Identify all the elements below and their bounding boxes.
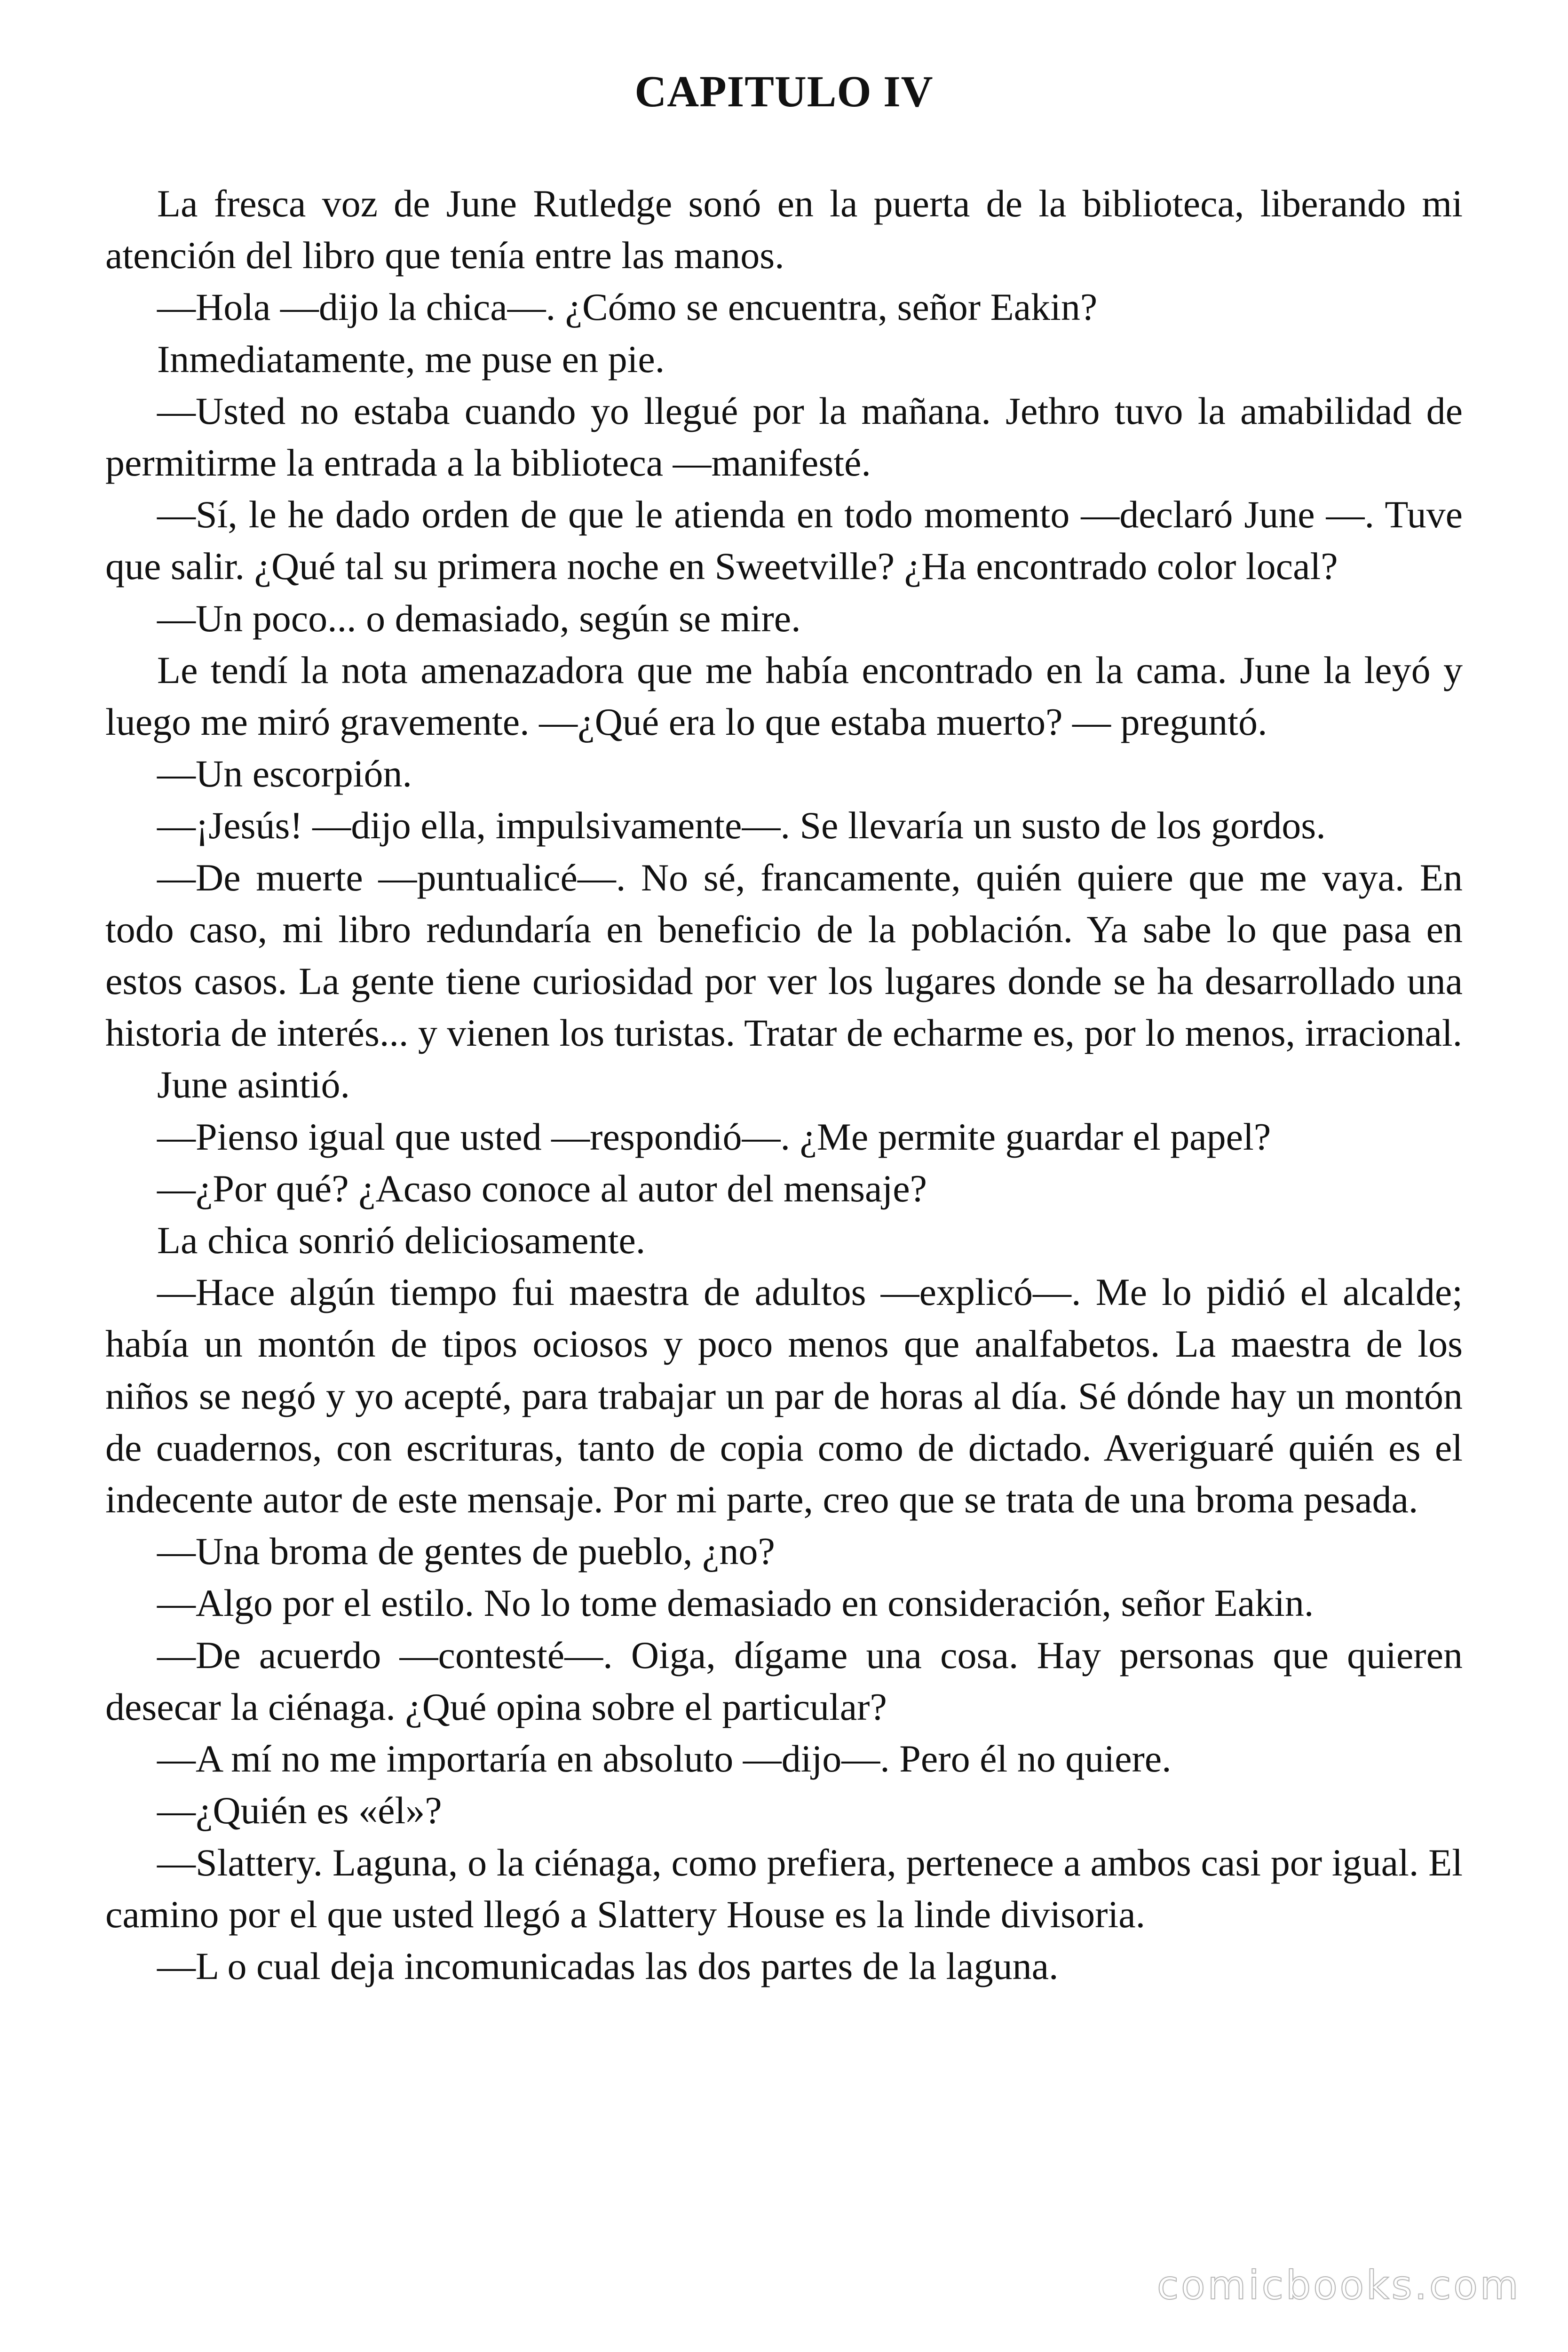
- paragraph: —Usted no estaba cuando yo llegué por la mañana. Jethro tuvo la amabilidad de permitirme la entrada a la biblioteca —manifesté.: [105, 389, 1463, 485]
- paragraph: —Sí, le he dado orden de que le atienda en todo momento —declaró June —. Tuve que salir. ¿Qué tal su primera noche en Sweetville? ¿Ha encontrado color local?: [105, 493, 1463, 588]
- watermark: comicbooks.com: [1157, 2262, 1521, 2308]
- chapter-body: [105, 178, 1463, 1992]
- paragraph: —Pienso igual que usted —respondió—. ¿Me permite guardar el papel?: [157, 1115, 1271, 1158]
- paragraph: —L o cual deja incomunicadas las dos partes de la laguna.: [157, 1944, 1059, 1987]
- paragraph: Le tendí la nota amenazadora que me había encontrado en la cama. June la leyó y luego me miró gravemente. —¿Qué era lo que estaba muerto? — preguntó.: [105, 648, 1463, 744]
- paragraph: —¿Quién es «él»?: [157, 1789, 442, 1832]
- paragraph: —¿Por qué? ¿Acaso conoce al autor del mensaje?: [157, 1167, 927, 1210]
- paragraph: —Hace algún tiempo fui maestra de adultos —explicó—. Me lo pidió el alcalde; había un montón de tipos ociosos y poco menos que analfabetos. La maestra de los niños se negó y yo acepté, para trabajar un par de horas al día. Sé dónde hay un montón de cuadernos, con escrituras, tanto de copia como de dictado. Averiguaré quién es el indecente autor de este mensaje. Por mi parte, creo que se trata de una broma pesada.: [105, 1271, 1463, 1521]
- paragraph: —Un escorpión.: [157, 752, 412, 795]
- chapter-title: CAPITULO IV: [634, 67, 934, 116]
- paragraph: —De muerte —puntualicé—. No sé, francamente, quién quiere que me vaya. En todo caso, mi libro redundaría en beneficio de la población. Ya sabe lo que pasa en estos casos. La gente tiene curiosidad por ver los lugares donde se ha desarrollado una historia de interés... y vienen los turistas. Tratar de echarme es, por lo menos, irracional.: [105, 856, 1463, 1055]
- paragraph: —De acuerdo —contesté—. Oiga, dígame una cosa. Hay personas que quieren desecar la ciénaga. ¿Qué opina sobre el particular?: [105, 1633, 1463, 1728]
- paragraph: Inmediatamente, me puse en pie.: [157, 337, 665, 381]
- paragraph: —Una broma de gentes de pueblo, ¿no?: [157, 1530, 775, 1573]
- paragraph: —Un poco... o demasiado, según se mire.: [157, 596, 801, 640]
- paragraph: La chica sonrió deliciosamente.: [157, 1219, 646, 1262]
- paragraph: June asintió.: [157, 1063, 350, 1106]
- paragraph: —Algo por el estilo. No lo tome demasiado en consideración, señor Eakin.: [157, 1581, 1314, 1625]
- paragraph: La fresca voz de June Rutledge sonó en la puerta de la biblioteca, liberando mi atención del libro que tenía entre las manos.: [105, 182, 1463, 277]
- paragraph: —Slattery. Laguna, o la ciénaga, como prefiera, pertenece a ambos casi por igual. El camino por el que usted llegó a Slattery House es la linde divisoria.: [105, 1841, 1463, 1936]
- paragraph: —¡Jesús! —dijo ella, impulsivamente—. Se llevaría un susto de los gordos.: [157, 804, 1326, 847]
- paragraph: —A mí no me importaría en absoluto —dijo—. Pero él no quiere.: [157, 1737, 1172, 1780]
- paragraph: —Hola —dijo la chica—. ¿Cómo se encuentra, señor Eakin?: [157, 286, 1098, 329]
